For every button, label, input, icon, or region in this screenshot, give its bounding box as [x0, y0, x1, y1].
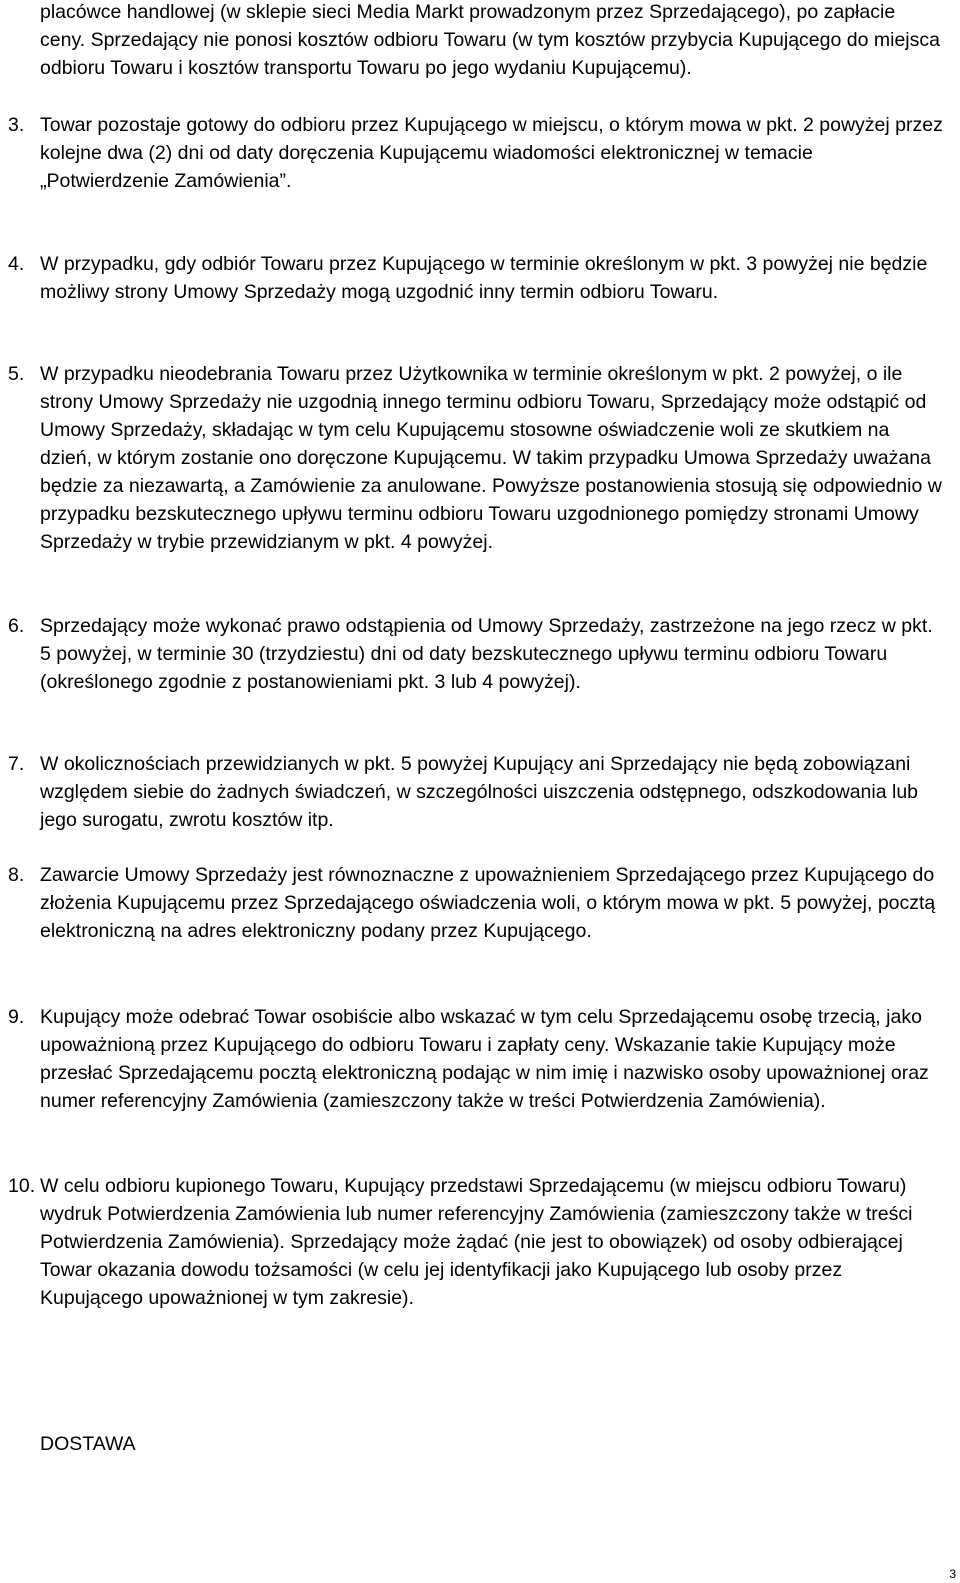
list-item-number: 7. — [8, 753, 25, 775]
list-item-number: 9. — [8, 1006, 25, 1028]
list-item-number: 5. — [8, 363, 25, 385]
list-item-number: 8. — [8, 864, 25, 886]
list-item-text: W okolicznościach przewidzianych w pkt. 5 powyżej Kupujący ani Sprzedający nie będą zobowiązani względem siebie do żadnych świadczeń, w szczególności uiszczenia odstępnego, odszkodowania lub jego surogatu, zwrotu kosztów itp. — [40, 753, 919, 831]
list-item-3 — [8, 111, 943, 195]
list-item-10 — [8, 1172, 943, 1312]
list-item-number: 6. — [8, 615, 25, 637]
list-item-text: W przypadku nieodebrania Towaru przez Użytkownika w terminie określonym w pkt. 2 powyżej, o ile strony Umowy Sprzedaży nie uzgodnią innego terminu odbioru Towaru, Sprzedający może odstąpić od Umowy Sprzedaży, składając w tym celu Kupującemu stosowne oświadczenie woli ze skutkiem na dzień, w którym zostanie ono doręczone Kupującemu. W takim przypadku Umowa Sprzedaży uważana będzie za niezawartą, a Zamówienie za anulowane. Powyższe postanowienia stosują się odpowiednio w przypadku bezskutecznego upływu terminu odbioru Towaru uzgodnionego pomiędzy stronami Umowy Sprzedaży w trybie przewidzianym w pkt. 4 powyżej. — [40, 363, 942, 553]
list-item-text: W celu odbioru kupionego Towaru, Kupujący przedstawi Sprzedającemu (w miejscu odbioru Towaru) wydruk Potwierdzenia Zamówienia lub numer referencyjny Zamówienia (zamieszczony także w treści Potwierdzenia Zamówienia). Sprzedający może żądać (nie jest to obowiązek) od osoby odbierającej Towar okazania dowodu tożsamości (w celu jej identyfikacji jako Kupującego lub osoby przez Kupującego upoważnionej w tym zakresie). — [40, 1175, 913, 1309]
list-item-5 — [8, 360, 943, 556]
list-item-7 — [8, 750, 943, 834]
list-item-text: Sprzedający może wykonać prawo odstąpienia od Umowy Sprzedaży, zastrzeżone na jego rzecz w pkt. 5 powyżej, w terminie 30 (trzydziestu) dni od daty bezskutecznego upływu terminu odbioru Towaru (określonego zgodnie z postanowieniami pkt. 3 lub 4 powyżej). — [40, 615, 933, 693]
intro-paragraph: placówce handlowej (w sklepie sieci Media Markt prowadzonym przez Sprzedającego), po zapłacie ceny. Sprzedający nie ponosi kosztów odbioru Towaru (w tym kosztów przybycia Kupującego do miejsca odbioru Towaru i kosztów transportu Towaru po jego wydaniu Kupującemu). — [40, 1, 940, 79]
list-item-text: Zawarcie Umowy Sprzedaży jest równoznaczne z upoważnieniem Sprzedającego przez Kupującego do złożenia Kupującemu przez Sprzedającego oświadczenia woli, o którym mowa w pkt. 5 powyżej, pocztą elektroniczną na adres elektroniczny podany przez Kupującego. — [40, 864, 936, 942]
list-item-text: W przypadku, gdy odbiór Towaru przez Kupującego w terminie określonym w pkt. 3 powyżej nie będzie możliwy strony Umowy Sprzedaży mogą uzgodnić inny termin odbioru Towaru. — [40, 253, 928, 303]
list-item-9 — [8, 1003, 943, 1115]
list-item-text: Kupujący może odebrać Towar osobiście albo wskazać w tym celu Sprzedającemu osobę trzecią, jako upoważnioną przez Kupującego do odbioru Towaru i zapłaty ceny. Wskazanie takie Kupujący może przesłać Sprzedającemu pocztą elektroniczną podając w nim imię i nazwisko osoby upoważnionej oraz numer referencyjny Zamówienia (zamieszczony także w treści Potwierdzenia Zamówienia). — [40, 1006, 929, 1112]
list-item-4 — [8, 250, 943, 306]
list-item-number: 4. — [8, 253, 25, 275]
list-item-8 — [8, 861, 943, 945]
section-heading: DOSTAWA — [40, 1433, 136, 1455]
list-item-number: 10. — [8, 1175, 36, 1197]
list-item-number: 3. — [8, 114, 25, 136]
list-item-text: Towar pozostaje gotowy do odbioru przez Kupującego w miejscu, o którym mowa w pkt. 2 powyżej przez kolejne dwa (2) dni od daty doręczenia Kupującemu wiadomości elektronicznej w temacie „Potwierdzenie Zamówienia”. — [40, 114, 943, 192]
page-number: 3 — [949, 1567, 956, 1581]
list-item-6 — [8, 612, 943, 696]
